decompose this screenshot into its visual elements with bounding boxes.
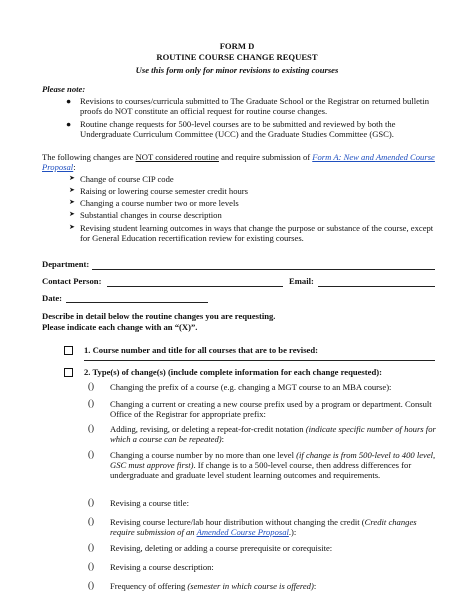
section2-title: 2. Type(s) of change(s) (include complete information for each change requested):	[84, 367, 382, 377]
contact-label: Contact Person:	[42, 276, 102, 286]
instructions-line2: Please indicate each change with an “(X)”.	[42, 322, 198, 332]
section2-checkbox[interactable]	[64, 368, 73, 377]
change-item: Adding, revising, or deleting a repeat-for-credit notation (indicate specific number of hours for which a course can be repeated):	[110, 424, 436, 445]
date-label: Date:	[42, 293, 63, 303]
non-routine-list	[69, 174, 440, 243]
non-routine-item: ➤ Substantial changes in course description	[69, 210, 222, 221]
section1-title: 1. Course number and title for all courses that are to be revised:	[84, 345, 318, 355]
notes-heading: Please note:	[42, 84, 86, 94]
section1-checkbox[interactable]	[64, 346, 73, 355]
change-item: Revising course lecture/lab hour distribution without changing the credit (Credit changes require submission of an Amended Course Proposal.):	[110, 517, 417, 538]
change-marker[interactable]: ()	[88, 449, 94, 459]
change-item: Changing a course number by no more than one level (if change is from 500-level to 400 level, GSC must approve first). If change is to a 500-level course, then address differences for undergraduate and graduate level student learning outcomes and requirements.	[110, 450, 436, 481]
note-item: ● Revisions to courses/curricula submitted to The Graduate School or the Registrar on returned bulletin proofs do NOT constitute an official request for routine course changes.	[66, 96, 429, 117]
instructions-line1: Describe in detail below the routine changes you are requesting.	[42, 311, 276, 321]
note-item: ● Routine change requests for 500-level courses are to be submitted and reviewed by both the Undergraduate Curriculum Committee (UCC) and the Graduate Studies Committee (GSC).	[66, 119, 396, 140]
date-field[interactable]	[66, 302, 208, 303]
form-id: FORM D	[219, 41, 255, 51]
change-item: Frequency of offering (semester in which course is offered):	[110, 581, 317, 591]
form-a-link[interactable]: Form A: New and Amended Course Proposal	[42, 152, 435, 173]
change-marker[interactable]: ()	[88, 580, 94, 590]
form-title: ROUTINE COURSE CHANGE REQUEST	[156, 52, 318, 62]
amended-course-proposal-link[interactable]: Amended Course Proposal	[196, 527, 289, 538]
change-item: Revising, deleting or adding a course prerequisite or corequisite:	[110, 543, 333, 553]
department-field[interactable]	[92, 269, 435, 270]
non-routine-item: ➤ Revising student learning outcomes in ways that change the purpose or substance of the course, except for General Education recertification review for existing courses.	[69, 222, 434, 243]
change-marker[interactable]: ()	[88, 423, 94, 433]
change-item: Revising a course description:	[110, 562, 214, 572]
change-item: Changing the prefix of a course (e.g. changing a MGT course to an MBA course):	[110, 382, 392, 392]
change-marker[interactable]: ()	[88, 497, 94, 507]
non-routine-item: ➤ Changing a course number two or more levels	[69, 198, 239, 209]
change-marker[interactable]: ()	[88, 542, 94, 552]
email-field[interactable]	[318, 286, 435, 287]
email-label: Email:	[289, 276, 314, 286]
non-routine-intro: The following changes are NOT considered routine and require submission of Form A: New and Amended Course Proposal:	[42, 152, 435, 173]
non-routine-item: ➤ Raising or lowering course semester credit hours	[69, 186, 249, 197]
notes-list	[66, 96, 440, 140]
change-marker[interactable]: ()	[88, 398, 94, 408]
department-label: Department:	[42, 259, 90, 269]
change-marker[interactable]: ()	[88, 561, 94, 571]
section1-line	[84, 360, 435, 361]
non-routine-item: ➤ Change of course CIP code	[69, 174, 174, 184]
change-item: Changing a current or creating a new course prefix used by a program or department. Consult Office of the Registrar for appropriate prefix:	[110, 399, 432, 420]
form-subtitle: Use this form only for minor revisions to existing courses	[135, 65, 339, 75]
contact-field[interactable]	[107, 286, 283, 287]
change-marker[interactable]: ()	[88, 516, 94, 526]
change-marker[interactable]: ()	[88, 381, 94, 391]
change-item: Revising a course title:	[110, 498, 189, 508]
